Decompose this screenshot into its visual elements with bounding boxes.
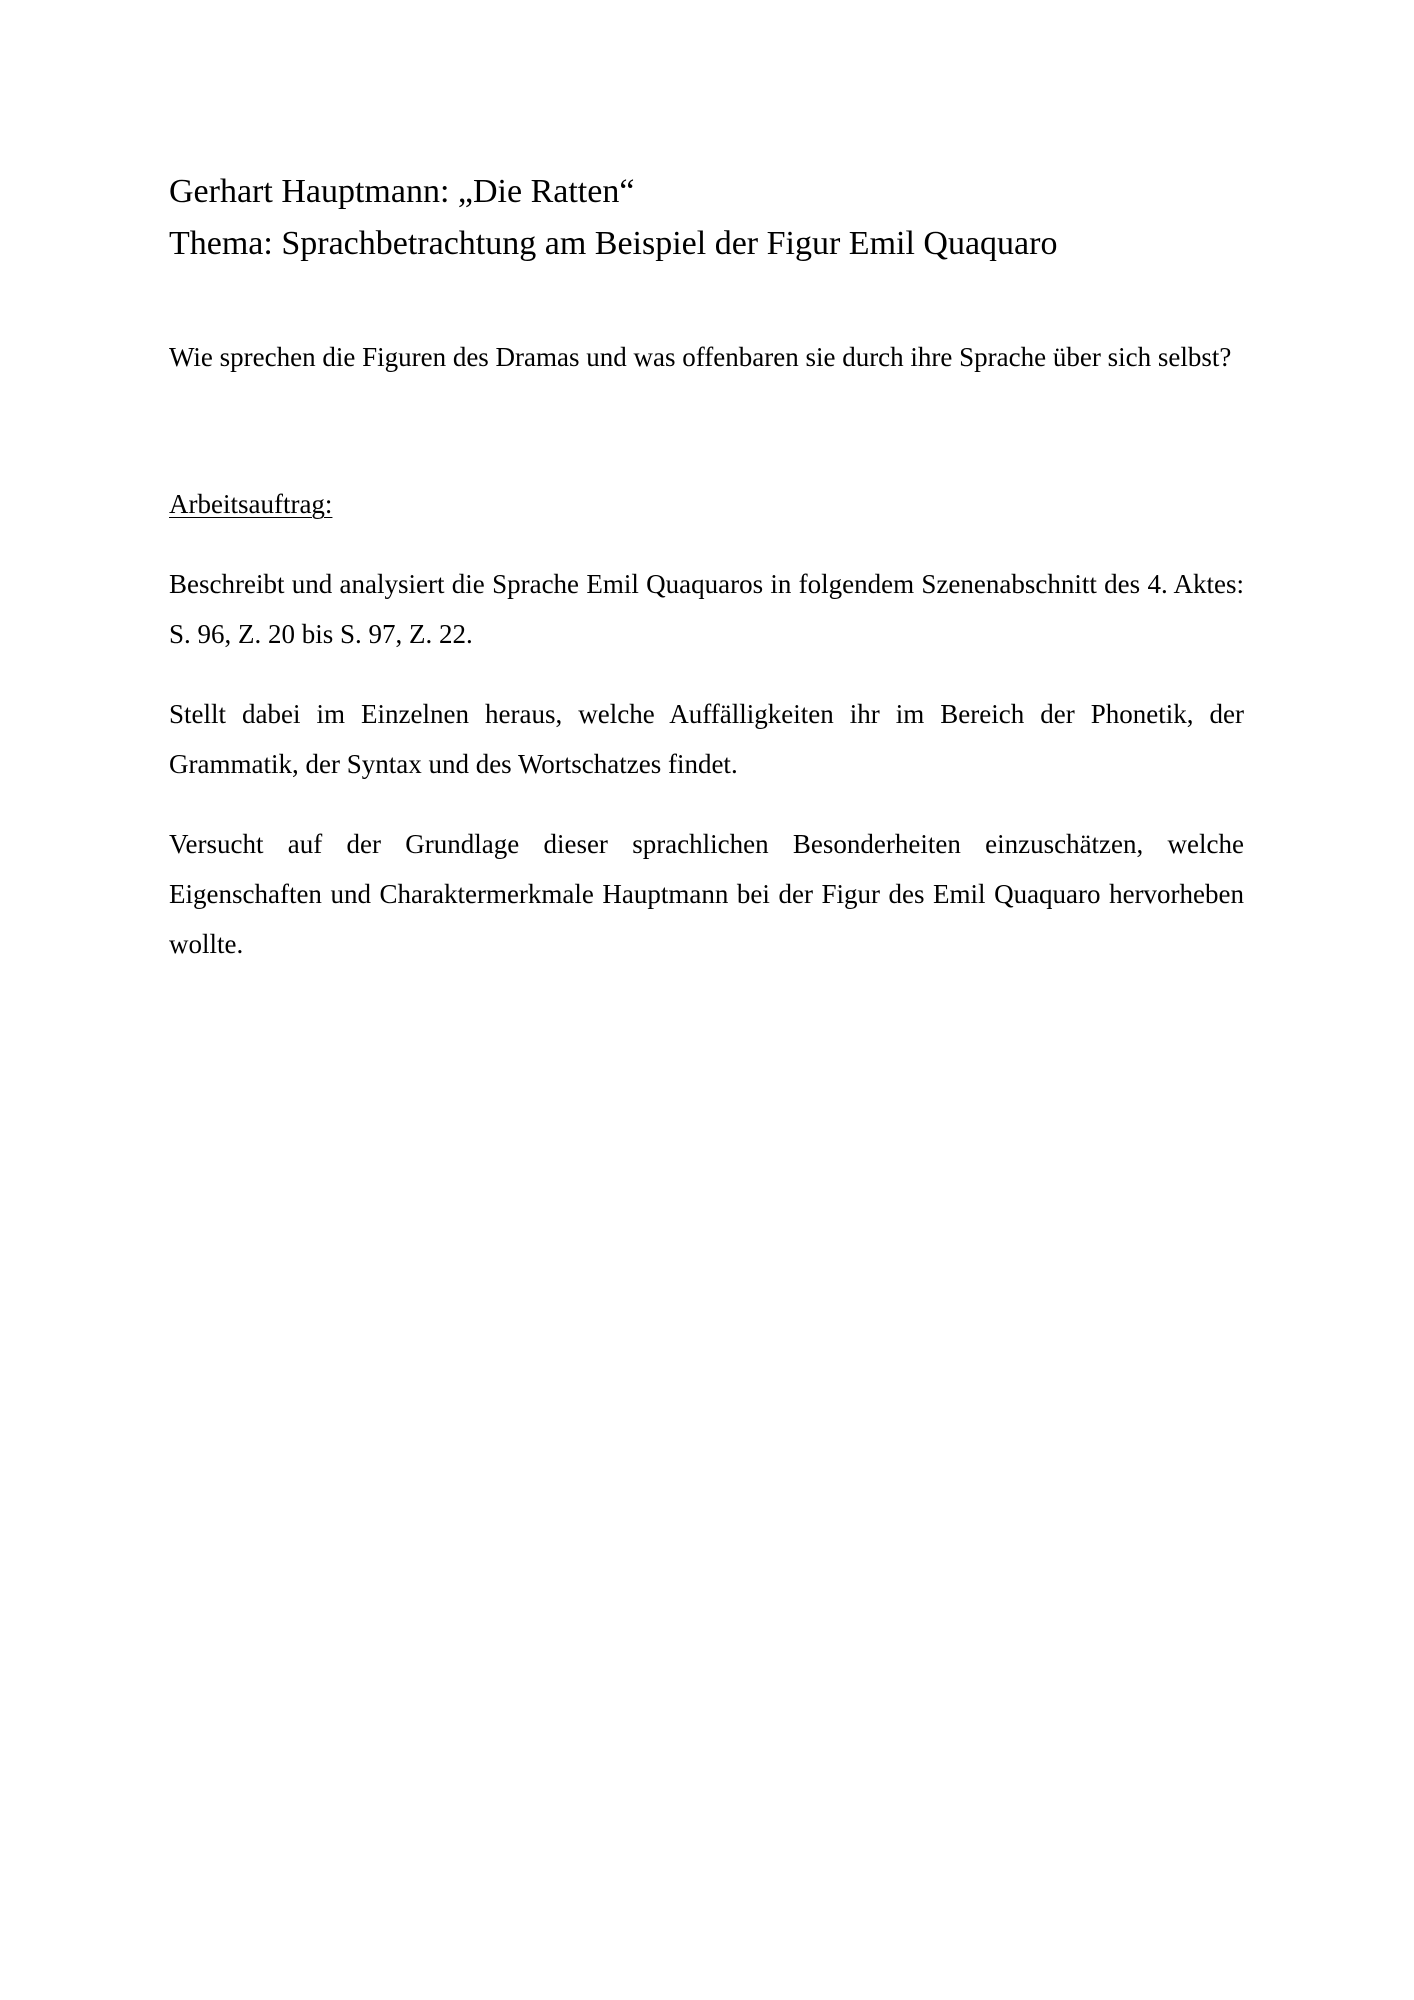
task-paragraph: Beschreibt und analysiert die Sprache Emil Quaquaros in folgendem Szenenabschnitt des 4. Aktes: S. 96, Z. 20 bis S. 97, Z. 22.	[169, 569, 1244, 649]
task-heading: Arbeitsauftrag:	[169, 489, 333, 519]
document-content	[169, 166, 1244, 969]
task-paragraph: Versucht auf der Grundlage dieser sprachlichen Besonderheiten einzuschätzen, welche Eigenschaften und Charaktermerkmale Hauptmann bei der Figur des Emil Quaquaro hervorheben wollte.	[169, 829, 1244, 959]
document-subtitle: Thema: Sprachbetrachtung am Beispiel der Figur Emil Quaquaro	[169, 225, 1058, 262]
task-paragraph: Stellt dabei im Einzelnen heraus, welche Auffälligkeiten ihr im Bereich der Phonetik, der Grammatik, der Syntax und des Wortschatzes findet.	[169, 699, 1244, 779]
guiding-question: Wie sprechen die Figuren des Dramas und was offenbaren sie durch ihre Sprache über sich selbst?	[169, 342, 1232, 372]
document-title: Gerhart Hauptmann: „Die Ratten“	[169, 173, 635, 210]
